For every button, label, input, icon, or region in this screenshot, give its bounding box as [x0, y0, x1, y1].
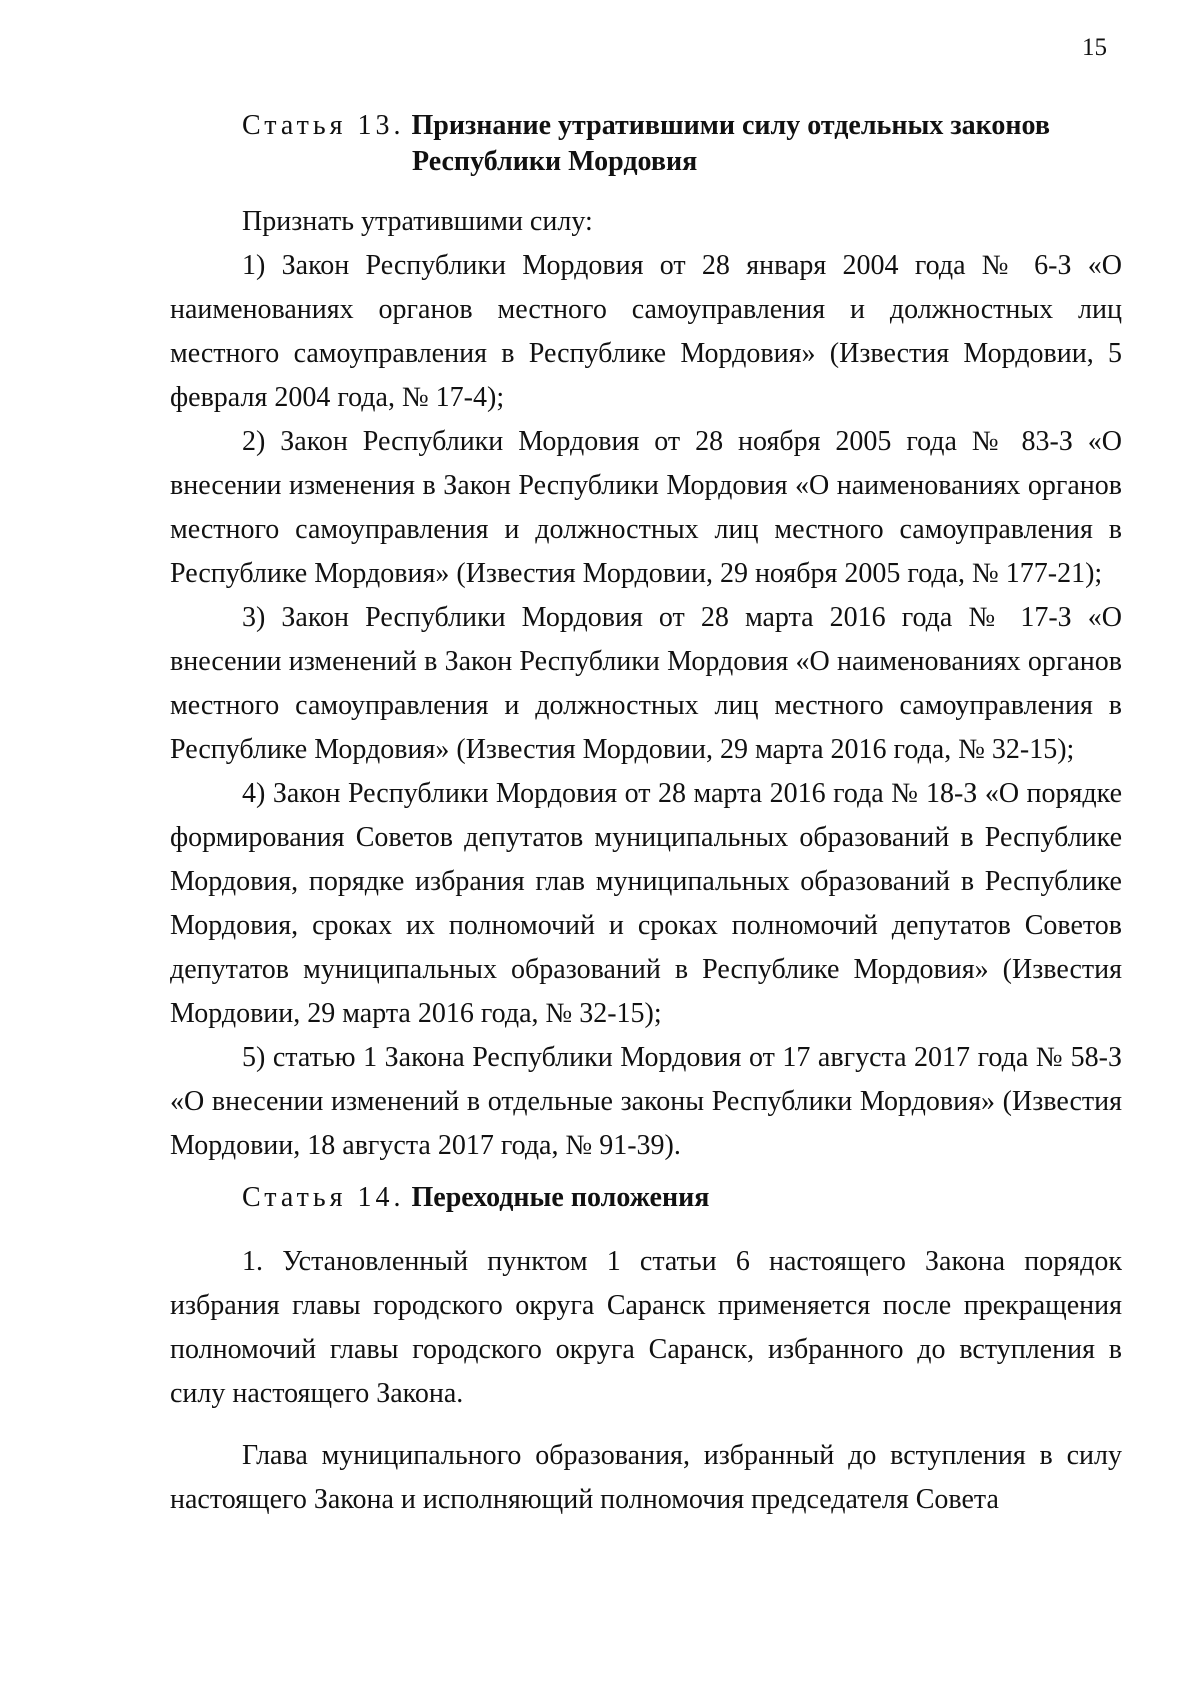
article-14-heading [242, 1180, 1122, 1216]
article-14-label: Статья 14. [242, 1182, 405, 1213]
intro-paragraph: Признать утратившими силу: [242, 206, 593, 237]
list-item-2: 2) Закон Республики Мордовия от 28 ноября 2005 года № 83-З «О внесении изменения в Закон Республики Мордовия «О наименованиях органов местного самоуправления и должностных лиц местного самоуправления в Республике Мордовия» (Известия Мордовии, 29 ноября 2005 года, № 177-21); [170, 426, 1122, 589]
list-item-1: 1) Закон Республики Мордовия от 28 января 2004 года № 6-З «О наименованиях органов местного самоуправления и должностных лиц местного самоуправления в Республике Мордовия» (Известия Мордовии, 5 февраля 2004 года, № 17-4); [170, 250, 1122, 413]
article-14-title: Переходные положения [411, 1182, 710, 1213]
article-13-heading [242, 108, 1122, 180]
list-item-5: 5) статью 1 Закона Республики Мордовия от 17 августа 2017 года № 58-З «О внесении изменений в отдельные законы Республики Мордовия» (Известия Мордовии, 18 августа 2017 года, № 91-39). [170, 1042, 1122, 1161]
list-item-3: 3) Закон Республики Мордовия от 28 марта 2016 года № 17-З «О внесении изменений в Закон Республики Мордовия «О наименованиях органов местного самоуправления и должностных лиц местного самоуправления в Республике Мордовия» (Известия Мордовии, 29 марта 2016 года, № 32-15); [170, 602, 1122, 765]
article-14-paragraph-1: 1. Установленный пунктом 1 статьи 6 настоящего Закона порядок избрания главы городского округа Саранск применяется после прекращения полномочий главы городского округа Саранск, избранного до вступления в силу настоящего Закона. [170, 1246, 1122, 1409]
page-number: 15 [1082, 34, 1107, 61]
article-13-body [170, 200, 1122, 1168]
article-13-title-line1: Признание утратившими силу отдельных законов [411, 110, 1050, 141]
article-14-paragraph-2: Глава муниципального образования, избранный до вступления в силу настоящего Закона и исполняющий полномочия председателя Совета [170, 1440, 1122, 1515]
article-13-title-line2: Республики Мордовия [412, 146, 698, 177]
article-14-body [170, 1240, 1122, 1522]
article-13-label: Статья 13. [242, 110, 405, 141]
list-item-4: 4) Закон Республики Мордовия от 28 марта 2016 года № 18-З «О порядке формирования Советов депутатов муниципальных образований в Республике Мордовия, порядке избрания глав муниципальных образований в Республике Мордовия, сроках их полномочий и сроках полномочий депутатов Советов депутатов муниципальных образований в Республике Мордовия» (Известия Мордовии, 29 марта 2016 года, № 32-15); [170, 778, 1122, 1029]
